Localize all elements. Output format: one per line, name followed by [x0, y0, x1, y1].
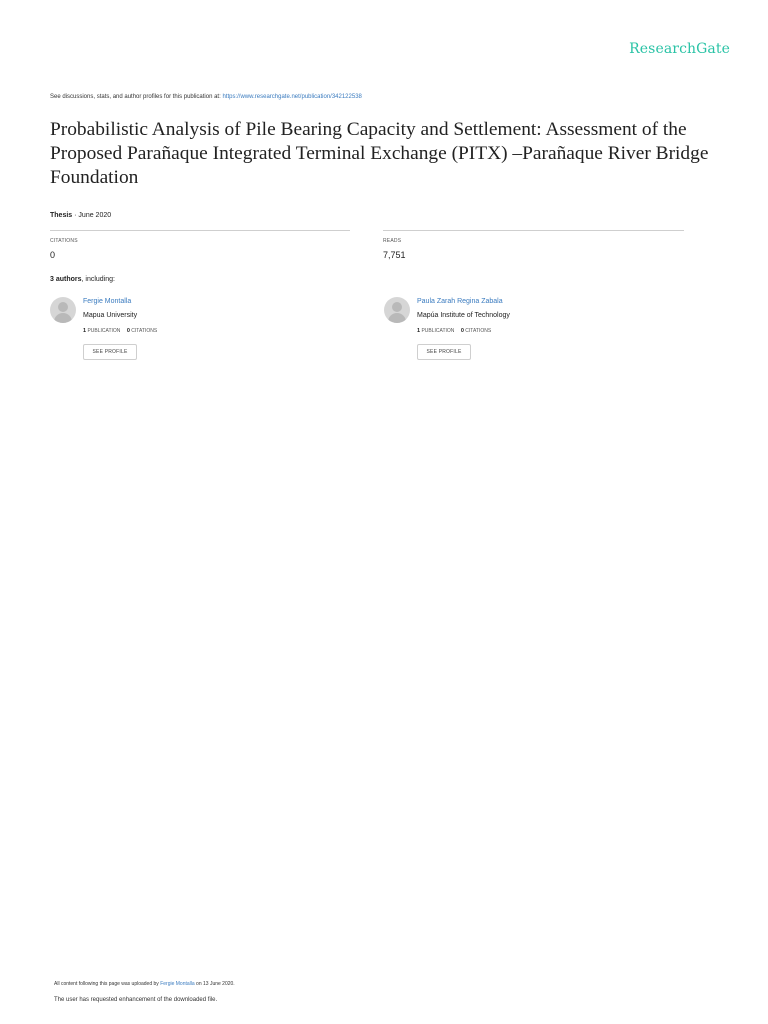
author-citations-label: CITATIONS	[131, 328, 158, 334]
reads-label: READS	[383, 238, 402, 244]
author-name-link[interactable]: Paula Zarah Regina Zabala	[417, 298, 503, 305]
upload-note	[54, 981, 235, 987]
reads-value: 7,751	[383, 250, 406, 260]
avatar-icon[interactable]	[50, 297, 76, 323]
publication-date: June 2020	[78, 212, 112, 219]
author-institution: Mapua University	[83, 312, 138, 319]
publication-meta	[50, 212, 111, 219]
divider-reads	[383, 230, 684, 231]
author-stats	[83, 328, 157, 334]
author-institution: Mapúa Institute of Technology	[417, 312, 510, 319]
author-card	[384, 297, 684, 367]
see-profile-button[interactable]: SEE PROFILE	[83, 344, 137, 360]
author-citations-count: 0	[460, 328, 464, 334]
author-publications-count: 1	[83, 328, 87, 334]
authors-count: 3 authors	[50, 276, 82, 283]
divider-citations	[50, 230, 350, 231]
author-publications-label: PUBLICATION	[421, 328, 455, 334]
uploader-link[interactable]: Fergie Montalla	[160, 981, 195, 987]
author-publications-count: 1	[417, 328, 421, 334]
see-profile-button[interactable]: SEE PROFILE	[417, 344, 471, 360]
authors-suffix: , including:	[81, 276, 115, 283]
researchgate-logo: ResearchGate	[629, 41, 730, 57]
enhancement-note: The user has requested enhancement of the downloaded file.	[54, 997, 218, 1003]
citations-label: CITATIONS	[50, 238, 78, 244]
upload-suffix: on 13 June 2020.	[194, 981, 235, 987]
authors-summary	[50, 276, 115, 283]
discussion-text: See discussions, stats, and author profiles for this publication at:	[50, 94, 223, 100]
citations-value: 0	[50, 250, 56, 260]
author-citations-count: 0	[126, 328, 130, 334]
publication-type: Thesis	[50, 212, 73, 219]
author-card	[50, 297, 350, 367]
upload-prefix: All content following this page was uploaded by	[54, 981, 161, 987]
publication-link[interactable]: https://www.researchgate.net/publication/342122538	[222, 94, 362, 100]
author-citations-label: CITATIONS	[465, 328, 492, 334]
author-publications-label: PUBLICATION	[87, 328, 121, 334]
author-name-link[interactable]: Fergie Montalla	[83, 298, 132, 305]
date-separator: ·	[72, 212, 79, 219]
avatar-icon[interactable]	[384, 297, 410, 323]
discussion-line	[50, 94, 362, 100]
publication-title: Probabilistic Analysis of Pile Bearing Capacity and Settlement: Assessment of the Proposed Parañaque Integrated Terminal Exchange (PITX) –Parañaque River Bridge Foundation	[50, 119, 709, 188]
author-stats	[417, 328, 491, 334]
